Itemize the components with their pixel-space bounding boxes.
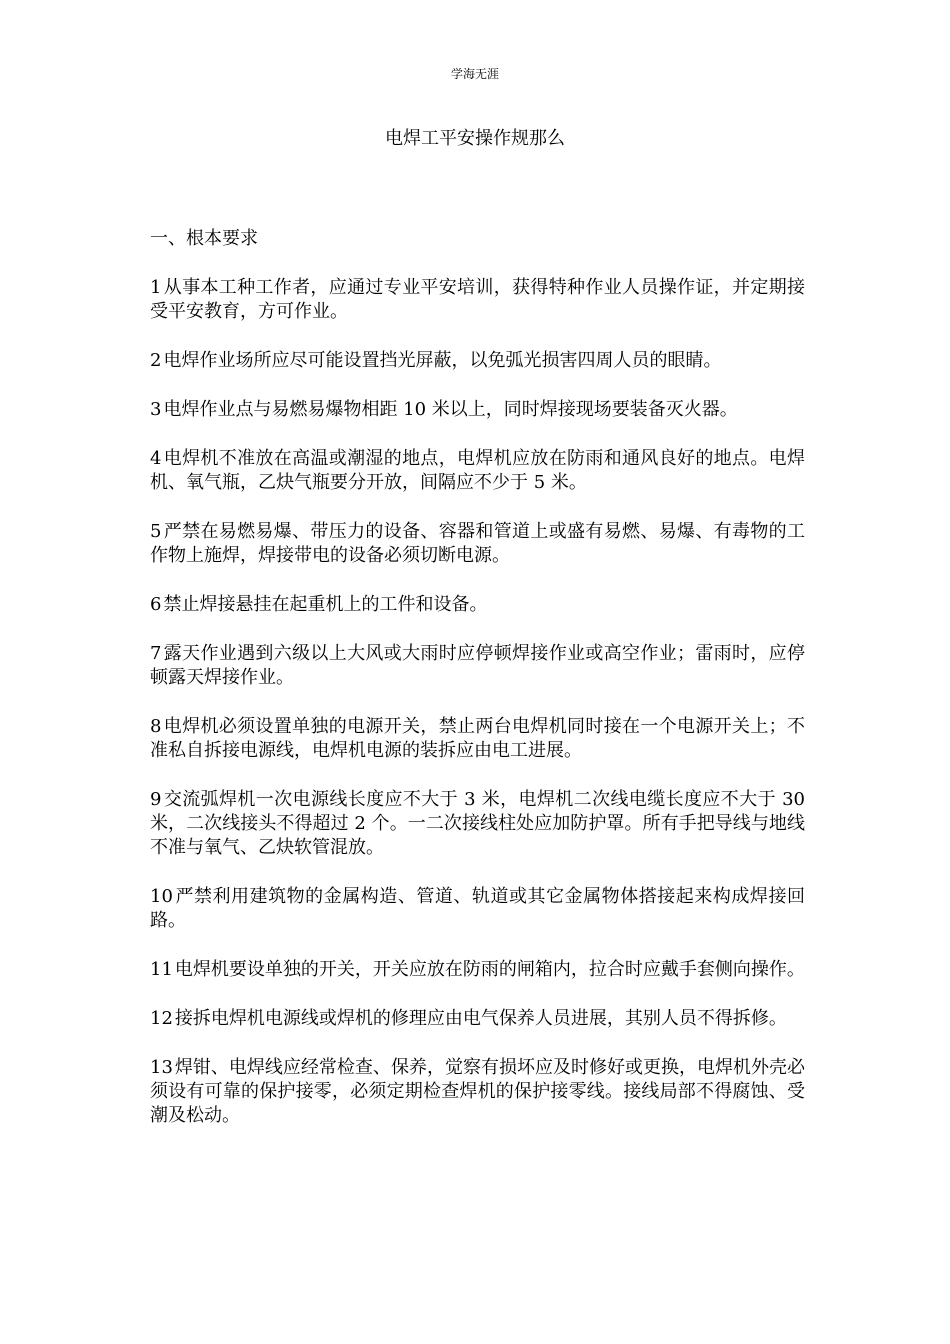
document-body (150, 227, 805, 1153)
item-text: 电焊机不准放在高温或潮湿的地点，电焊机应放在防雨和通风良好的地点。电焊机、氧气瓶，乙炔气瓶要分开放，间隔应不少于 5 米。 (150, 448, 805, 493)
item-number: 2 (150, 350, 162, 371)
paragraph-7 (150, 642, 805, 690)
item-text: 严禁利用建筑物的金属构造、管道、轨道或其它金属物体搭接起来构成焊接回路。 (150, 886, 805, 931)
item-text: 接拆电焊机电源线或焊机的修理应由电气保养人员进展，其别人员不得拆修。 (174, 1008, 787, 1029)
paragraph-8 (150, 715, 805, 763)
item-text: 禁止焊接悬挂在起重机上的工件和设备。 (163, 594, 488, 615)
paragraph-3 (150, 398, 805, 422)
item-text: 电焊作业场所应尽可能设置挡光屏蔽，以免弧光损害四周人员的眼睛。 (163, 350, 722, 371)
item-text: 电焊机要设单独的开关，开关应放在防雨的闸箱内，拉合时应戴手套侧向操作。 (174, 959, 805, 980)
item-text: 交流弧焊机一次电源线长度应不大于 3 米，电焊机二次线电缆长度应不大于 30 米，二次线接头不得超过 2 个。一二次接线柱处应加防护罩。所有手把导线与地线不准与氧气、乙炔软管混放。 (150, 789, 805, 858)
paragraph-2 (150, 349, 805, 373)
item-number: 13 (150, 1057, 173, 1078)
item-text: 焊钳、电焊线应经常检查、保养，觉察有损坏应及时修好或更换，电焊机外壳必须设有可靠的保护接零，必须定期检查焊机的保护接零线。接线局部不得腐蚀、受潮及松动。 (150, 1057, 805, 1126)
paragraph-12 (150, 1007, 805, 1031)
paragraph-9 (150, 788, 805, 860)
item-text: 严禁在易燃易爆、带压力的设备、容器和管道上或盛有易燃、易爆、有毒物的工作物上施焊，焊接带电的设备必须切断电源。 (150, 521, 805, 566)
item-number: 11 (150, 959, 173, 980)
item-number: 4 (150, 448, 162, 469)
item-number: 7 (150, 643, 162, 664)
item-number: 1 (150, 277, 162, 298)
item-number: 3 (150, 399, 162, 420)
item-text: 露天作业遇到六级以上大风或大雨时应停顿焊接作业或高空作业；雷雨时，应停顿露天焊接作业。 (150, 643, 805, 688)
section-heading: 一、根本要求 (150, 228, 258, 249)
item-number: 5 (150, 521, 162, 542)
item-number: 10 (150, 886, 173, 907)
paragraph-4 (150, 447, 805, 495)
paragraph-13 (150, 1056, 805, 1128)
page-header: 学海无涯 (450, 67, 499, 81)
paragraph-11 (150, 958, 805, 982)
paragraph-10 (150, 885, 805, 933)
item-number: 8 (150, 716, 162, 737)
document-title: 电焊工平安操作规那么 (385, 128, 565, 149)
item-number: 6 (150, 594, 162, 615)
paragraph-1 (150, 276, 805, 324)
item-number: 9 (150, 789, 162, 810)
item-number: 12 (150, 1008, 173, 1029)
paragraph-6 (150, 593, 805, 617)
item-text: 电焊机必须设置单独的电源开关，禁止两台电焊机同时接在一个电源开关上；不准私自拆接电源线，电焊机电源的装拆应由电工进展。 (150, 716, 805, 761)
item-text: 电焊作业点与易燃易爆物相距 10 米以上，同时焊接现场要装备灭火器。 (163, 399, 738, 420)
paragraph-5 (150, 520, 805, 568)
item-text: 从事本工种工作者，应通过专业平安培训，获得特种作业人员操作证，并定期接受平安教育，方可作业。 (150, 277, 805, 322)
